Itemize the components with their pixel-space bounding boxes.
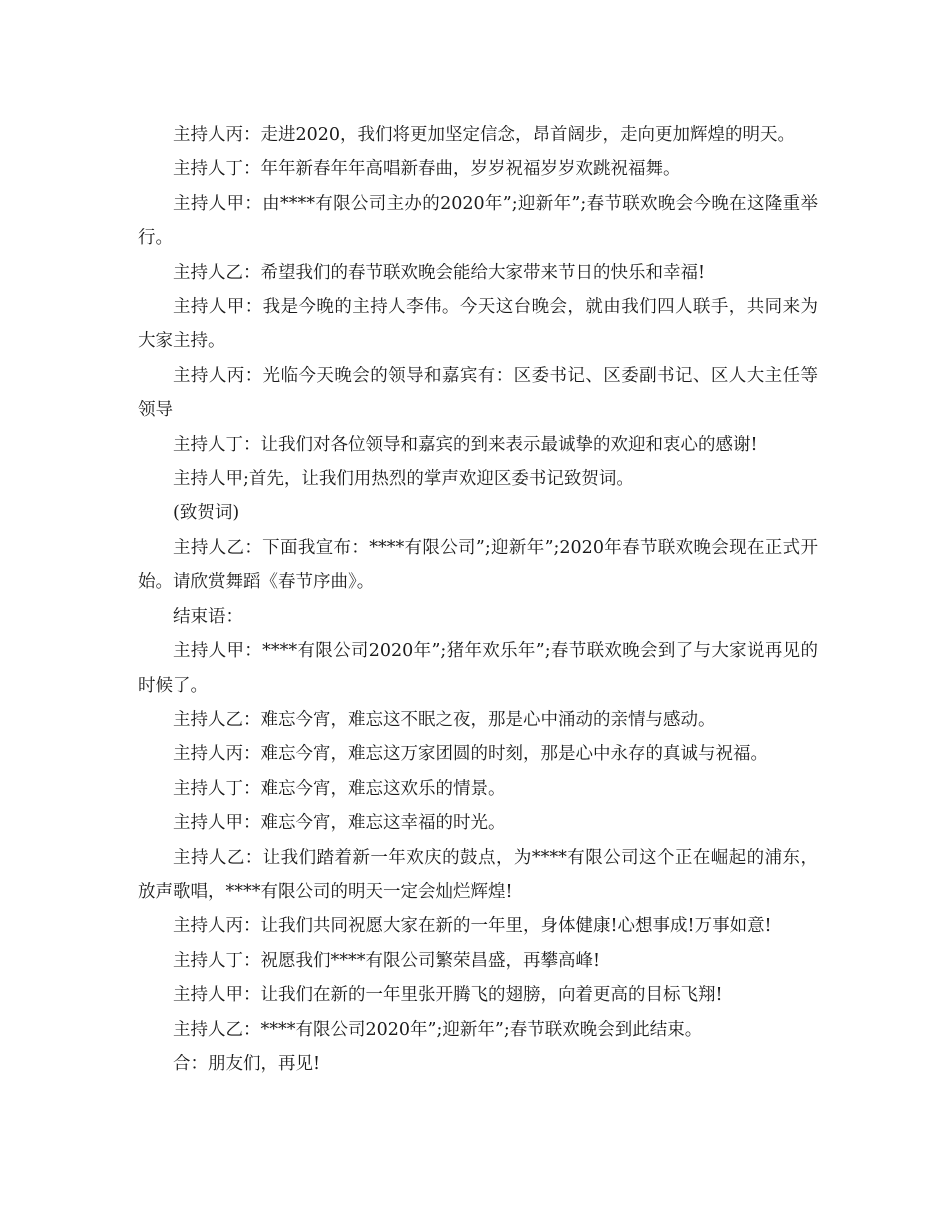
paragraph: 主持人甲：难忘今宵，难忘这幸福的时光。 — [173, 813, 506, 834]
paragraph: 主持人丁：难忘今宵，难忘这欢乐的情景。 — [173, 778, 506, 799]
paragraph: 主持人甲：让我们在新的一年里张开腾飞的翅膀，向着更高的目标飞翔! — [173, 985, 723, 1006]
paragraph: 主持人乙：希望我们的春节联欢晚会能给大家带来节日的快乐和幸福! — [173, 262, 706, 283]
paragraph: 主持人丁：让我们对各位领导和嘉宾的到来表示最诚挚的欢迎和衷心的感谢! — [173, 434, 758, 455]
paragraph: 主持人丁：年年新春年年高唱新春曲，岁岁祝福岁岁欢跳祝福舞。 — [173, 159, 681, 180]
section-heading: 结束语： — [173, 606, 243, 627]
paragraph: 主持人乙：让我们踏着新一年欢庆的鼓点，为****有限公司这个正在崛起的浦东，放声歌唱，****有限公司的明天一定会灿烂辉煌! — [138, 847, 818, 902]
paragraph: 合：朋友们，再见! — [173, 1053, 321, 1074]
paragraph: 主持人甲：****有限公司2020年”;猪年欢乐年”;春节联欢晚会到了与大家说再见的时候了。 — [138, 641, 818, 696]
paragraph: 主持人丙：让我们共同祝愿大家在新的一年里，身体健康!心想事成!万事如意! — [173, 916, 772, 937]
document-body — [138, 118, 818, 1081]
paragraph: 主持人甲：我是今晚的主持人李伟。今天这台晚会，就由我们四人联手，共同来为大家主持。 — [138, 297, 818, 352]
paragraph: (致贺词) — [173, 503, 240, 524]
paragraph: 主持人乙：难忘今宵，难忘这不眠之夜，那是心中涌动的亲情与感动。 — [173, 709, 716, 730]
paragraph: 主持人甲：由****有限公司主办的2020年”;迎新年”;春节联欢晚会今晚在这隆重举行。 — [138, 193, 818, 249]
paragraph: 主持人丙：光临今天晚会的领导和嘉宾有：区委书记、区委副书记、区人大主任等领导 — [138, 365, 818, 421]
paragraph: 主持人丙：走进2020，我们将更加坚定信念，昂首阔步，走向更加辉煌的明天。 — [173, 125, 796, 145]
paragraph: 主持人乙：****有限公司2020年”;迎新年”;春节联欢晚会到此结束。 — [173, 1019, 703, 1040]
paragraph: 主持人丙：难忘今宵，难忘这万家团圆的时刻，那是心中永存的真诚与祝福。 — [173, 744, 768, 765]
paragraph: 主持人甲;首先，让我们用热烈的掌声欢迎区委书记致贺词。 — [173, 469, 634, 490]
paragraph: 主持人乙：下面我宣布：****有限公司”;迎新年”;2020年春节联欢晚会现在正式开始。请欣赏舞蹈《春节序曲》。 — [138, 537, 818, 593]
paragraph: 主持人丁：祝愿我们****有限公司繁荣昌盛，再攀高峰! — [173, 950, 601, 971]
